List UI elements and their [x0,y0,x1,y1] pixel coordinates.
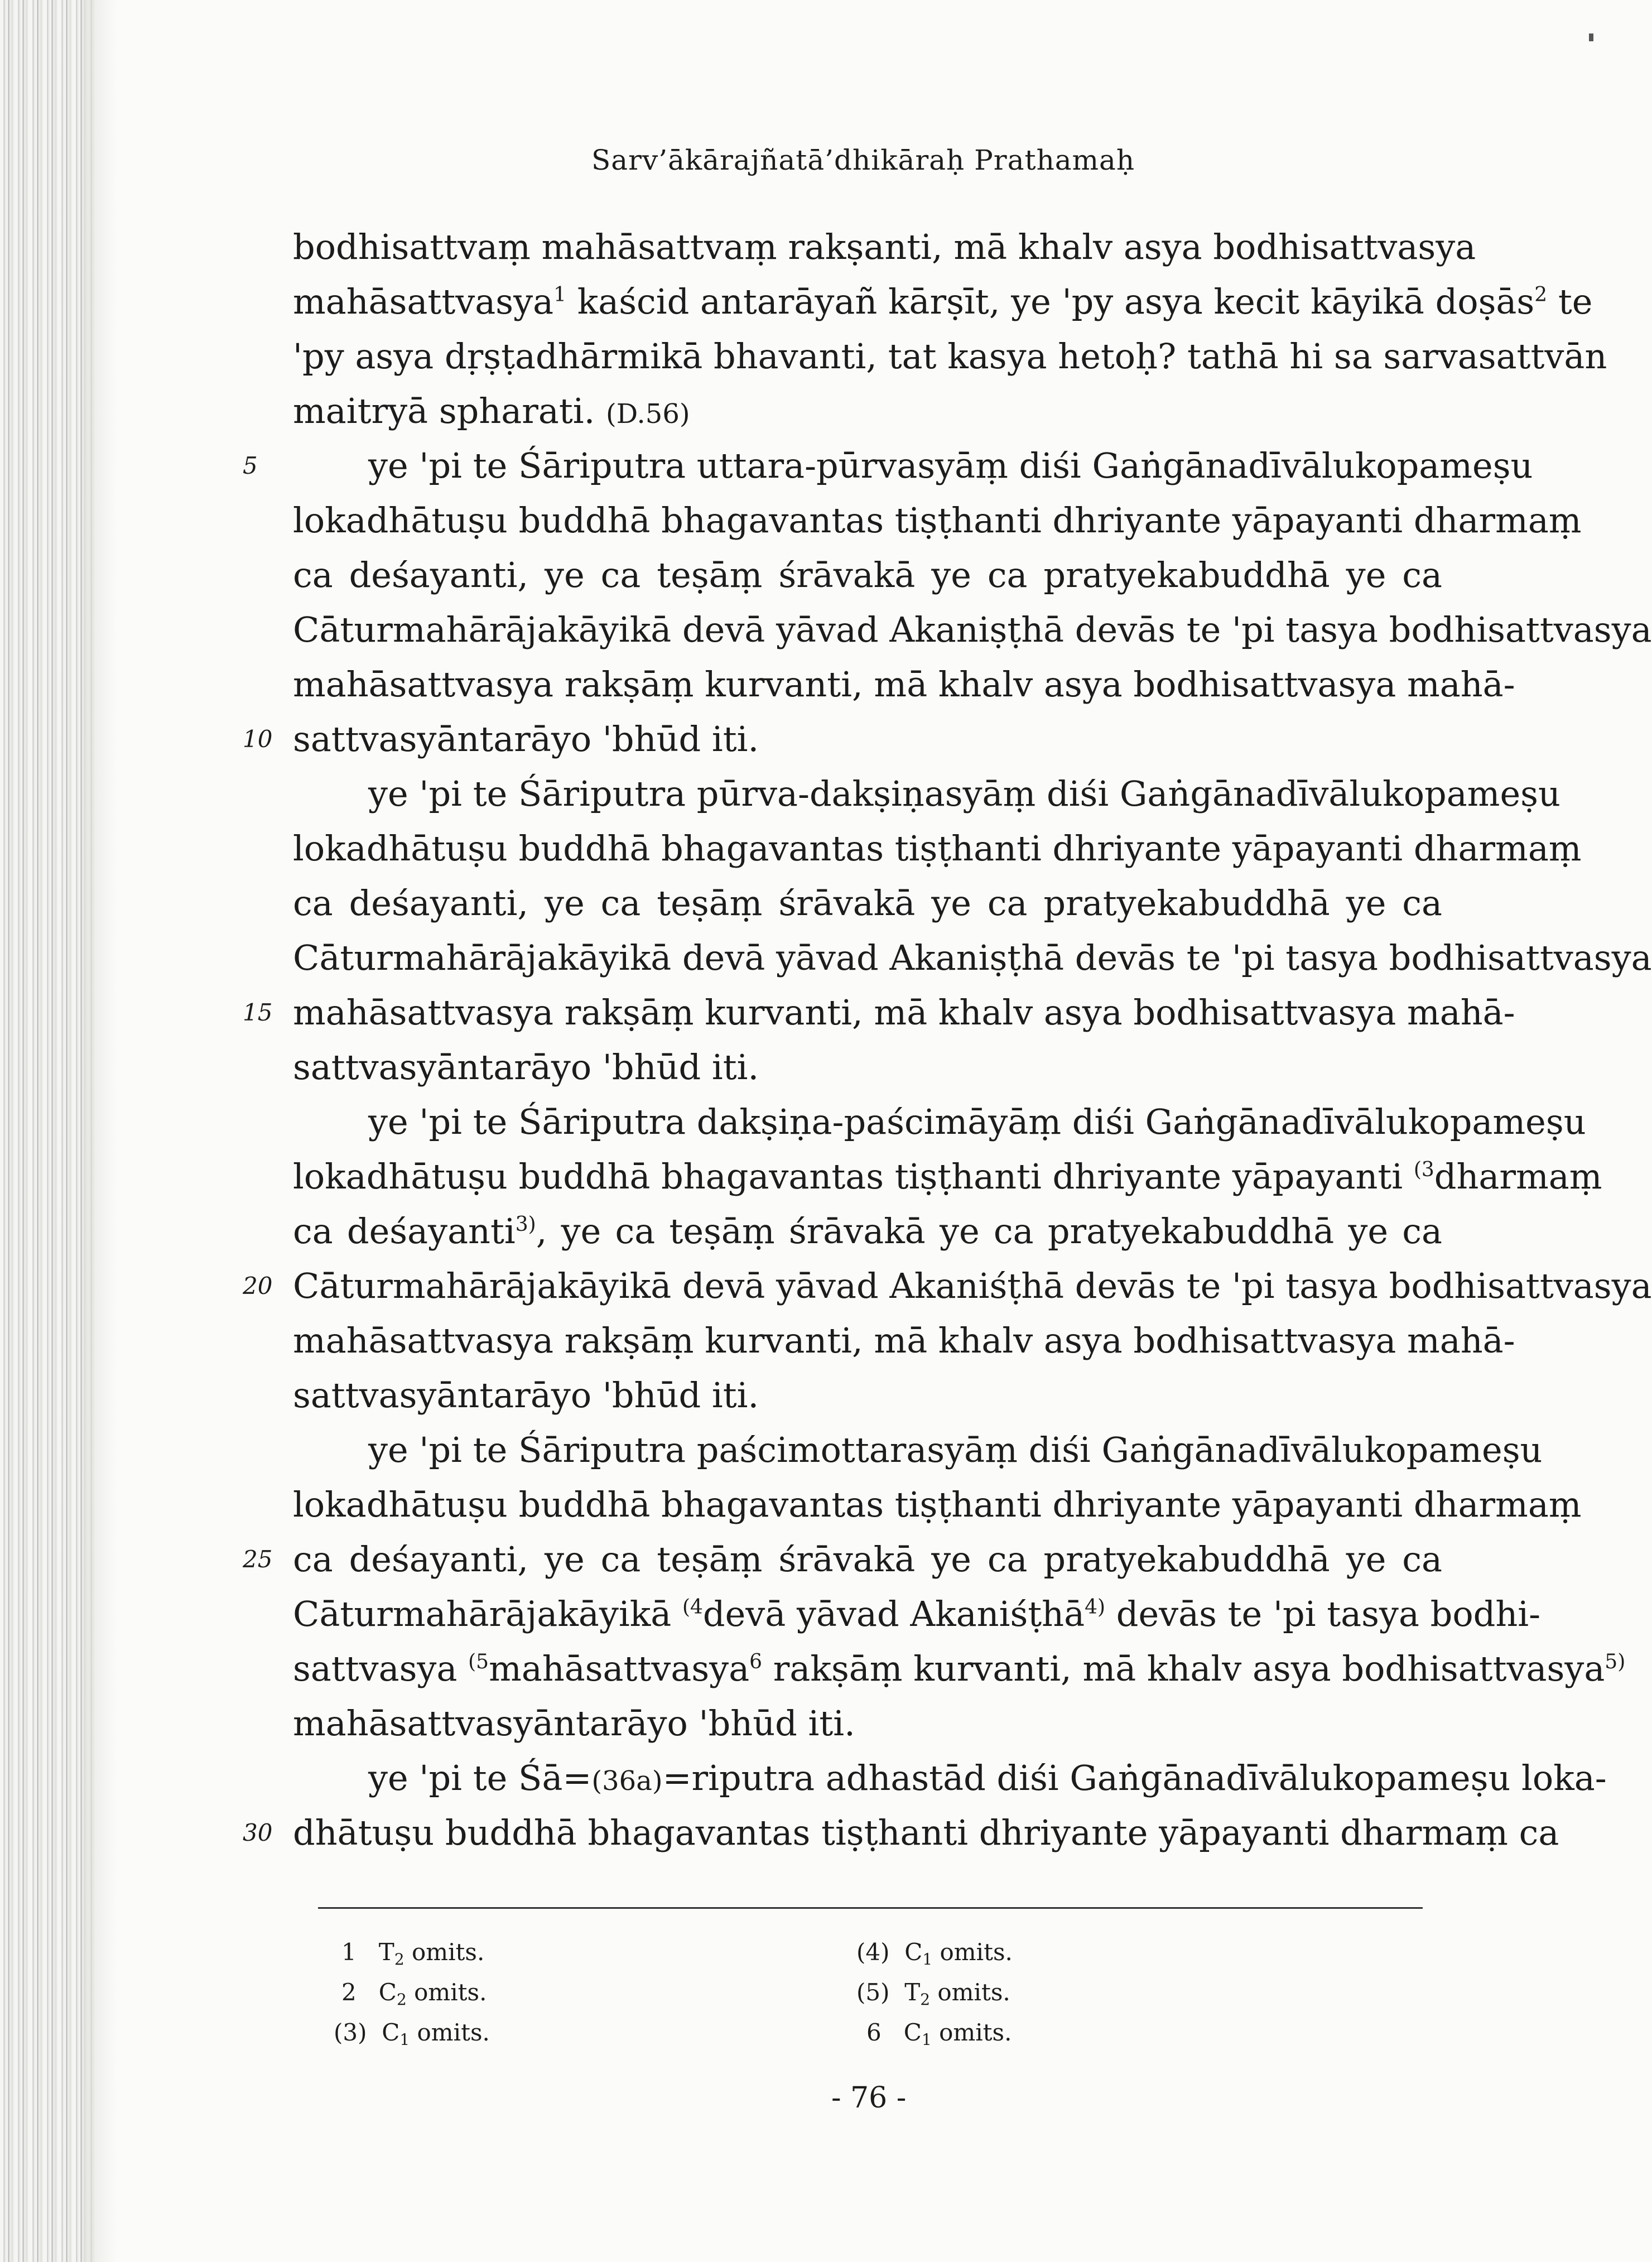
edition-ref: (D.56) [606,398,690,430]
line-number: 10 [243,725,273,753]
text-line-2: mahāsattvasya$^1$ kaścid antarāyañ kārṣīt, ye 'py asya kecit kāyikā doṣās$^2$ te [293,281,1593,322]
scan-shadow [84,0,117,2262]
footnote-mark: 1 [553,283,566,306]
page-number: - 76 - [831,2081,907,2115]
text-line-7: ca deśayanti, ye ca teṣāṃ śrāvakā ye ca pratyekabuddhā ye ca [293,555,1442,595]
folio-ref: (36a) [591,1765,663,1797]
footnote-mark: 2 [1534,283,1548,306]
footnote-3: (3) $C_1$ omits. [334,2019,490,2049]
footnote-open-mark: (4 [682,1596,703,1619]
footnote-open-mark: (3 [1413,1158,1434,1181]
line-number: 30 [243,1819,273,1846]
text-line-21: mahāsattvasya rakṣāṃ kurvanti, mā khalv asya bodhisattvasya mahā- [293,1320,1515,1361]
text-line-5: ye 'pi te Śāriputra uttara-pūrvasyāṃ diśi Gaṅgānadīvālukopameṣu [368,445,1533,486]
footnote-close-mark: 5) [1605,1650,1626,1673]
text-line-19: ca deśayanti$^{3)}$, ye ca teṣāṃ śrāvakā ye ca pratyekabuddhā ye ca [293,1211,1442,1252]
text-line-9: mahāsattvasya rakṣāṃ kurvanti, mā khalv asya bodhisattvasya mahā- [293,664,1515,705]
text-line-18: lokadhātuṣu buddhā bhagavantas tiṣṭhanti dhriyante yāpayanti $^{(3}$dharmaṃ [293,1156,1602,1197]
line-number: 25 [243,1546,273,1573]
footnote-close-mark: 4) [1085,1596,1106,1619]
text-line-1: bodhisattvaṃ mahāsattvaṃ rakṣanti, mā khalv asya bodhisattvasya [293,227,1476,267]
text-line-17: ye 'pi te Śāriputra dakṣiṇa-paścimāyāṃ diśi Gaṅgānadīvālukopameṣu [368,1101,1586,1142]
text-line-24: lokadhātuṣu buddhā bhagavantas tiṣṭhanti dhriyante yāpayanti dharmaṃ [293,1484,1582,1525]
line-number: 20 [243,1272,273,1300]
footnote-mark: 6 [749,1650,763,1673]
scan-corner-mark [1589,33,1593,41]
text-line-13: ca deśayanti, ye ca teṣāṃ śrāvakā ye ca pratyekabuddhā ye ca [293,883,1442,923]
running-header: Sarv’ākārajñatā’dhikāraḥ Prathamaḥ [591,144,1135,176]
text-line-15: mahāsattvasya rakṣāṃ kurvanti, mā khalv asya bodhisattvasya mahā- [293,992,1515,1033]
text-line-23: ye 'pi te Śāriputra paścimottarasyāṃ diśi Gaṅgānadīvālukopameṣu [368,1430,1543,1470]
text-line-29: ye 'pi te Śā=(36a)=riputra adhastād diśi Gaṅgānadīvālukopameṣu loka- [368,1758,1607,1798]
footnote-rule [318,1907,1423,1909]
text-line-26: Cāturmahārājakāyikā $^{(4}$devā yāvad Akaniśṭhā$^{4)}$ devās te 'pi tasya bodhi- [293,1594,1541,1634]
text-line-4: maitryā spharati. (D.56) [293,391,690,431]
text-line-11: ye 'pi te Śāriputra pūrva-dakṣiṇasyāṃ diśi Gaṅgānadīvālukopameṣu [368,773,1561,814]
text-line-10: sattvasyāntarāyo 'bhūd iti. [293,719,759,759]
footnote-4: (4) $C_1$ omits. [856,1938,1013,1969]
footnote-6: 6 $C_1$ omits. [866,2019,1012,2049]
footnote-open-mark: (5 [468,1650,489,1673]
text-line-8: Cāturmahārājakāyikā devā yāvad Akaniṣṭhā devās te 'pi tasya bodhisattvasya [293,609,1652,650]
text-line-16: sattvasyāntarāyo 'bhūd iti. [293,1047,759,1087]
line-number: 15 [243,999,273,1026]
text-line-30: dhātuṣu buddhā bhagavantas tiṣṭhanti dhriyante yāpayanti dharmaṃ ca [293,1812,1559,1853]
scan-binding-edge [0,0,95,2262]
footnote-close-mark: 3) [515,1213,536,1236]
text-line-27: sattvasya $^{(5}$mahāsattvasya$^6$ rakṣāṃ kurvanti, mā khalv asya bodhisattvasya$^{5)}$ [293,1648,1626,1689]
text-line-20: Cāturmahārājakāyikā devā yāvad Akaniśṭhā devās te 'pi tasya bodhisattvasya [293,1265,1652,1306]
text-line-25: ca deśayanti, ye ca teṣāṃ śrāvakā ye ca pratyekabuddhā ye ca [293,1539,1442,1580]
text-line-12: lokadhātuṣu buddhā bhagavantas tiṣṭhanti dhriyante yāpayanti dharmaṃ [293,828,1582,869]
text-line-6: lokadhātuṣu buddhā bhagavantas tiṣṭhanti dhriyante yāpayanti dharmaṃ [293,500,1582,541]
footnote-5: (5) $T_2$ omits. [856,1979,1010,2009]
footnote-1: 1 $T_2$ omits. [341,1938,485,1969]
text-line-3: 'py asya dṛṣṭadhārmikā bhavanti, tat kasya hetoḥ? tathā hi sa sarvasattvān [293,336,1607,377]
line-number: 5 [243,452,258,479]
text-line-28: mahāsattvasyāntarāyo 'bhūd iti. [293,1703,855,1744]
text-line-22: sattvasyāntarāyo 'bhūd iti. [293,1375,759,1416]
footnote-2: 2 $C_2$ omits. [341,1979,487,2009]
text-line-14: Cāturmahārājakāyikā devā yāvad Akaniṣṭhā devās te 'pi tasya bodhisattvasya [293,937,1652,978]
